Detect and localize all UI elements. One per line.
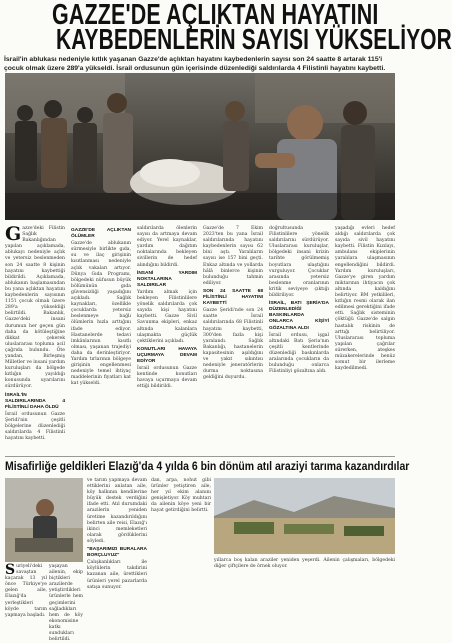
field-photo xyxy=(214,478,395,554)
main-photo xyxy=(5,73,395,220)
paragraph: uriyeli'deki savaştan kaçarak 13 yıl önce Türkiye'ye gelen aile, Elazığ'da yerleştikleri köyde tarım yapmaya başladı. xyxy=(5,564,47,618)
paragraph: saldırılarda ölenlerin sayısı da artmaya devam ediyor. Yerel kaynaklar, yardım dağıtım noktalarında bekleyen sivillerin de hedef alındığını bildirdi. xyxy=(137,226,197,268)
article-column-3 xyxy=(137,226,197,454)
second-column-1 xyxy=(5,562,47,618)
paragraph: yıllarca boş kalan araziler yeniden yeşerdi. Ailenin çalışmaları, bölgedeki diğer çiftçilere de örnek oluyor. xyxy=(214,558,395,570)
subheading: "BAŞARIMIZI BURALARA BORÇLUYUZ" xyxy=(87,547,147,559)
second-column-5 xyxy=(214,558,395,594)
subheading: KONUTLARI HAVAYA UÇURMAYA DEVAM EDİYOR xyxy=(137,346,197,364)
paragraph: Gazze'de 7 Ekim 2023'ten bu yana İsrail saldırılarında hayatını kaybedenlerin sayısı 62 bini aştı. Yaralıların sayısı ise 157 bini geçti. Enkaz altında ve yollarda hâlâ binlerce kişinin bulunduğu tahmin ediliyor. xyxy=(203,226,263,286)
paragraph: İsrail ordusu, işgal altındaki Batı Şeria'nın çeşitli kentlerinde düzenlediği baskınlarda aralarında çocukların da bulunduğu onlarca Filistinliyi gözaltına aldı. xyxy=(269,332,329,375)
farmer-illustration xyxy=(5,478,83,562)
second-story xyxy=(5,478,395,643)
article-column-1 xyxy=(5,223,66,454)
farmer-photo xyxy=(5,478,83,562)
photo-illustration xyxy=(5,73,395,220)
second-column-2 xyxy=(49,564,83,643)
subheading: İSRAİL, BATI ŞERİA'DA DÜZENLEDİĞİ BASKINLARDA ONLARCA KİŞİYİ GÖZALTINA ALDI xyxy=(269,301,329,331)
headline-line-1: GAZZE'DE AÇLIKTAN HAYATINI xyxy=(52,0,379,31)
drop-cap: S xyxy=(5,562,16,578)
second-column-4 xyxy=(151,478,211,594)
paragraph: Gazze'de ablukanın sürmesiyle birlikte gıda, su ve ilaç girişinin kısıtlanması nedeniyle açlık vakaları artıyor. Dünya Gıda Programı, bölgedeki nüfusun büyük bölümünün gıda güvensizliği yaşadığını açıkladı. Sağlık kaynakları, özellikle çocuklarda yetersiz beslenmeye bağlı ölümlerin hızla arttığını ifade ediyor. Hastanelerde tedavi imkânlarının kısıtlı olması, yaşanan trajediyi daha da derinleştiriyor. Yardım tırlarının bölgeye girişinin engellenmesi nedeniyle temel ihtiyaç maddelerinin fiyatları kat kat yükseldi. xyxy=(71,241,131,387)
section-divider xyxy=(5,456,395,457)
article-column-4 xyxy=(203,226,263,454)
paragraph: azze'deki Filistin Sağlık Bakanlığından yapılan açıklamada, ablukayı nedeniyle açlık ve yetersiz beslenmeden son 24 saatte 8 kişinin hayatını kaybettiği bildirildi. Açıklamada, ablukanın başlamasından bu yana açlıktan hayatını kaybedenlerin sayısının 115'i çocuk olmak üzere 289'a yükseldiği belirtildi. Bakanlık, Gazze'deki insani durumun her geçen gün daha da kötüleştiğine dikkat çekerek uluslararası topluma acil çağrıda bulundu. Öte yandan, Birleşmiş Milletler ve insani yardım kuruluşları da bölgede kıtlığın yayıldığı konusunda uyarılarını sürdürüyor. xyxy=(5,226,66,390)
paragraph: Yardım almak için bekleyen Filistinlilere yönelik saldırılarda çok sayıda kişi hayatını kaybetti. Gazze Sivil Savunma ekipleri, enkaz altında kalanlara ulaşmakta güçlük çektiklerini açıkladı. xyxy=(137,289,197,344)
paragraph: İsrail ordusunun Gazze Şeridi'nin çeşitli bölgelerine düzenlediği saldırılarda 4 Filistinli hayatını kaybetti. xyxy=(5,411,65,442)
paragraph: İsrail ordusunun Gazze kentinde konutları havaya uçurmaya devam ettiği bildirildi. xyxy=(137,366,197,390)
paragraph: ve tarım yapmaya devam ettiklerini anlatan aile, köy halkının kendilerine büyük destek verdiğini ifade etti. Atıl durumdaki arazilerin yeniden üretime kazandırıldığını belirten aile reisi, Elazığ'ı ikinci memleketleri olarak gördüklerini söyledi. xyxy=(87,478,147,544)
paragraph: yaşadığı evleri hedef aldığı saldırılarda çok sayıda sivil hayatını kaybetti. Filistin Kızılayı, ambulans ekiplerinin yaralılara ulaşmasının engellendiğini bildirdi. Yardım kuruluşları, Gazze'ye giren yardım miktarının ihtiyacın çok altında kaldığını belirtiyor. BM yetkilileri, kıtlığın resmi olarak ilan edilmesi gerektiğini ifade etti. Sağlık sisteminin çöktüğü Gazze'de salgın hastalık riskinin de arttığı belirtiliyor. Uluslararası topluma yapılan çağrılar sürerken, ateşkes müzakerelerinde henüz somut bir ilerleme kaydedilmedi. xyxy=(335,226,395,372)
paragraph: Gazze Şeridi'nde son 24 saatte İsrail saldırılarında 68 Filistinli hayatını kaybetti, 300'den fazla kişi yaralandı. Sağlık Bakanlığı, hastanelerin kapasitesinin aşıldığını ve yakıt sıkıntısı nedeniyle jeneratörlerin durma noktasına geldiğini duyurdu. xyxy=(203,308,263,381)
subheading: GAZZE'DE AÇLIKTAN ÖLÜMLER xyxy=(71,228,131,240)
paragraph: yaşayan ailenin, ekip biçtikleri arazilerde yetiştirdikleri ürünlerle hem geçimlerini sağladıkları hem de köy ekonomisine katkı sundukları belirtildi. xyxy=(49,564,83,643)
subheading: İSRAİL'İN SALDIRILARINDA 4 FİLİSTİNLİ DAHA ÖLDÜ xyxy=(5,392,65,410)
paragraph: dan, arpa, nohut gibi ürünler yetiştiren aile, her yıl ekim alanını genişletiyor. Köy muhtarı da ailenin köye yeni bir hayat getirdiğini belirtti. xyxy=(151,478,211,514)
subheading: SON 24 SAATTE 68 FİLİSTİNLİ HAYATINI KAYBETTİ xyxy=(203,288,263,307)
second-column-3 xyxy=(87,478,147,594)
paragraph: doğrultusunda Filistinlilere yönelik saldırılarını sürdürüyor. Uluslararası kuruluşlar, bölgedeki insani krizin tarihte görülmemiş boyutlara ulaştığını vurguluyor. Çocuklar arasında yetersiz beslenme oranlarının kritik seviyeye çıktığı bildiriliyor. xyxy=(269,226,329,299)
paragraph: Çalışkanlıkları ile köylülerin takdirini kazanan aile, ürettikleri ürünleri yerel pazarlarda satışa sunuyor. xyxy=(87,560,147,590)
article-body xyxy=(5,223,395,454)
headline-line-2: KAYBEDENLERİN SAYISI YÜKSELİYOR xyxy=(56,24,452,56)
article-column-6 xyxy=(335,226,395,454)
field-illustration xyxy=(214,478,395,554)
subheading: İNSANİ YARDIM NOKTALARINA SALDIRILAR xyxy=(137,270,197,288)
second-headline: Misafirliğe geldikleri Elazığ'da 4 yılda 6 bin dönüm atıl araziyi tarıma kazandırdılar xyxy=(5,461,410,473)
article-column-5 xyxy=(269,226,329,454)
article-column-2 xyxy=(71,226,131,454)
drop-cap: G xyxy=(5,223,22,245)
lead-paragraph: İsrail'in ablukası nedeniyle kıtlık yaşanan Gazze'de açlıktan hayatını kaybedenlerin sayısı son 24 saatte 8 artarak 115'i çocuk olmak üzere 289'a yükseldi. İsrail ordusunun gün içerisinde düzenlediği saldırılarda 4 Filistinli hayatını kaybetti. xyxy=(4,56,386,72)
